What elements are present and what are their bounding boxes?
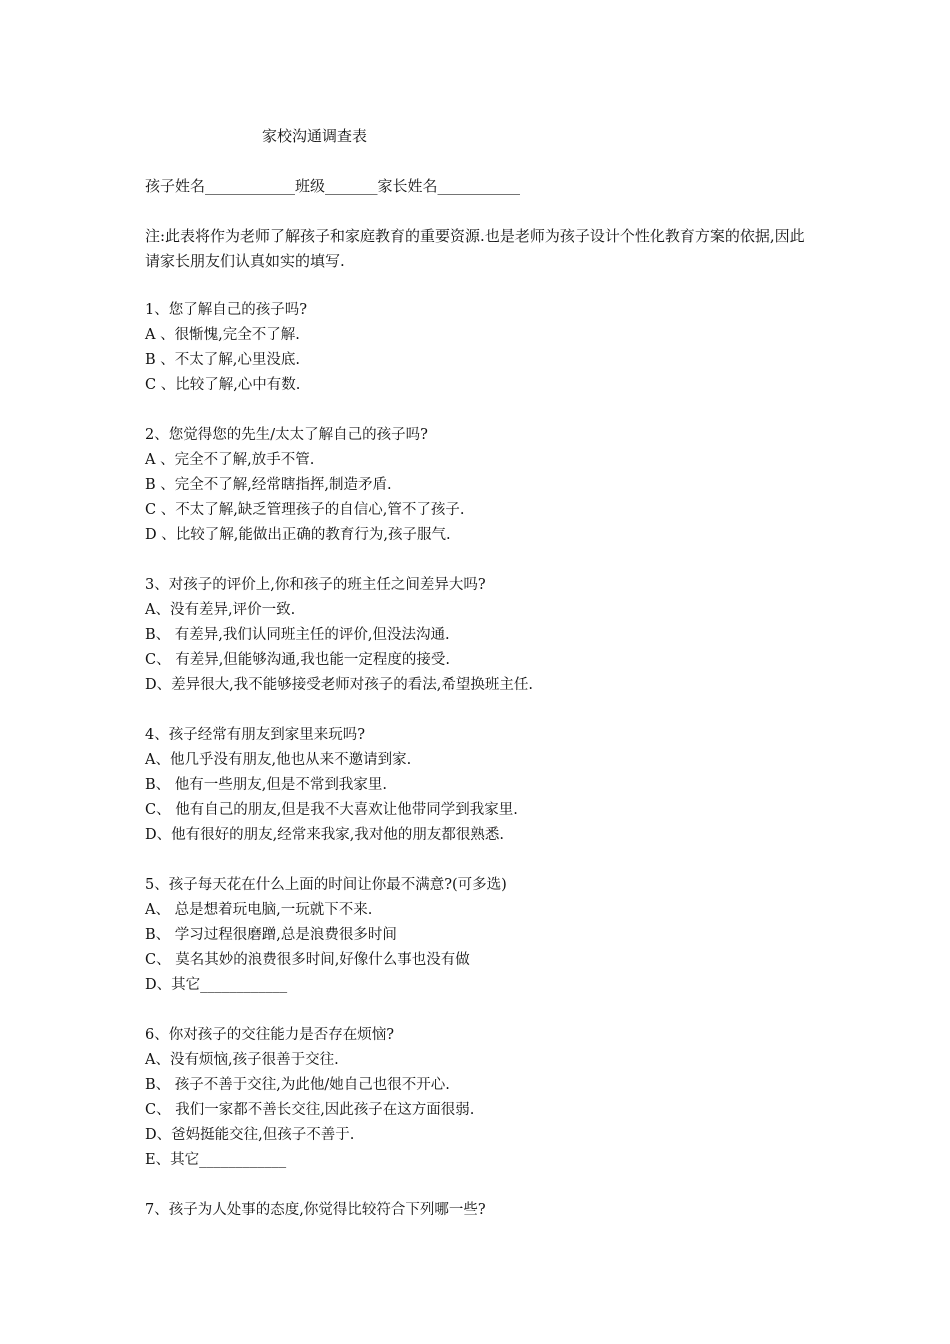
question-block <box>145 423 825 548</box>
answer-option: A、他几乎没有朋友,他也从来不邀请到家. <box>145 752 412 768</box>
answer-option: D、爸妈挺能交往,但孩子不善于. <box>145 1127 355 1143</box>
question-block <box>145 723 825 848</box>
question-block <box>145 873 825 998</box>
answer-option: B、 有差异,我们认同班主任的评价,但没法沟通. <box>145 627 450 643</box>
question-block <box>145 1198 825 1223</box>
answer-option: A、没有烦恼,孩子很善于交往. <box>145 1052 339 1068</box>
answer-option: A 、完全不了解,放手不管. <box>145 452 315 468</box>
answer-option: A、 总是想着玩电脑,一玩就下不来. <box>145 902 373 918</box>
answer-option: B 、不太了解,心里没底. <box>145 352 300 368</box>
answer-option: E、其它____________ <box>145 1152 287 1168</box>
question-list <box>145 298 825 1248</box>
instruction-note: 注:此表将作为老师了解孩子和家庭教育的重要资源.也是老师为孩子设计个性化教育方案的依据,因此请家长朋友们认真如实的填写. <box>145 227 805 270</box>
question-title: 4、孩子经常有朋友到家里来玩吗? <box>145 727 365 743</box>
answer-option: A 、很惭愧,完全不了解. <box>145 327 300 343</box>
question-title: 2、您觉得您的先生/太太了解自己的孩子吗? <box>145 427 428 443</box>
answer-option: D、其它____________ <box>145 977 288 993</box>
answer-option: D 、比较了解,能做出正确的教育行为,孩子服气. <box>145 527 451 543</box>
question-block <box>145 1023 825 1173</box>
question-title: 1、您了解自己的孩子吗? <box>145 302 307 318</box>
answer-option: D、差异很大,我不能够接受老师对孩子的看法,希望换班主任. <box>145 677 533 693</box>
answer-option: B、 学习过程很磨蹭,总是浪费很多时间 <box>145 927 397 943</box>
question-title: 3、对孩子的评价上,你和孩子的班主任之间差异大吗? <box>145 577 486 593</box>
answer-option: C、 有差异,但能够沟通,我也能一定程度的接受. <box>145 652 451 668</box>
answer-option: B 、完全不了解,经常瞎指挥,制造矛盾. <box>145 477 392 493</box>
question-block <box>145 573 825 698</box>
question-title: 6、你对孩子的交往能力是否存在烦恼? <box>145 1027 394 1043</box>
answer-option: A、没有差异,评价一致. <box>145 602 296 618</box>
info-fill-line: 孩子姓名____________班级_______家长姓名___________ <box>145 177 521 195</box>
answer-option: D、他有很好的朋友,经常来我家,我对他的朋友都很熟悉. <box>145 827 504 843</box>
question-block <box>145 298 825 398</box>
question-title: 7、孩子为人处事的态度,你觉得比较符合下列哪一些? <box>145 1202 486 1218</box>
answer-option: C 、不太了解,缺乏管理孩子的自信心,管不了孩子. <box>145 502 465 518</box>
answer-option: C、 我们一家都不善长交往,因此孩子在这方面很弱. <box>145 1102 475 1118</box>
question-title: 5、孩子每天花在什么上面的时间让你最不满意?(可多选) <box>145 877 507 893</box>
answer-option: B、 他有一些朋友,但是不常到我家里. <box>145 777 387 793</box>
document-title: 家校沟通调查表 <box>262 127 368 145</box>
answer-option: C 、比较了解,心中有数. <box>145 377 301 393</box>
answer-option: B、 孩子不善于交往,为此他/她自己也很不开心. <box>145 1077 450 1093</box>
answer-option: C、 莫名其妙的浪费很多时间,好像什么事也没有做 <box>145 952 470 968</box>
answer-option: C、 他有自己的朋友,但是我不大喜欢让他带同学到我家里. <box>145 802 518 818</box>
